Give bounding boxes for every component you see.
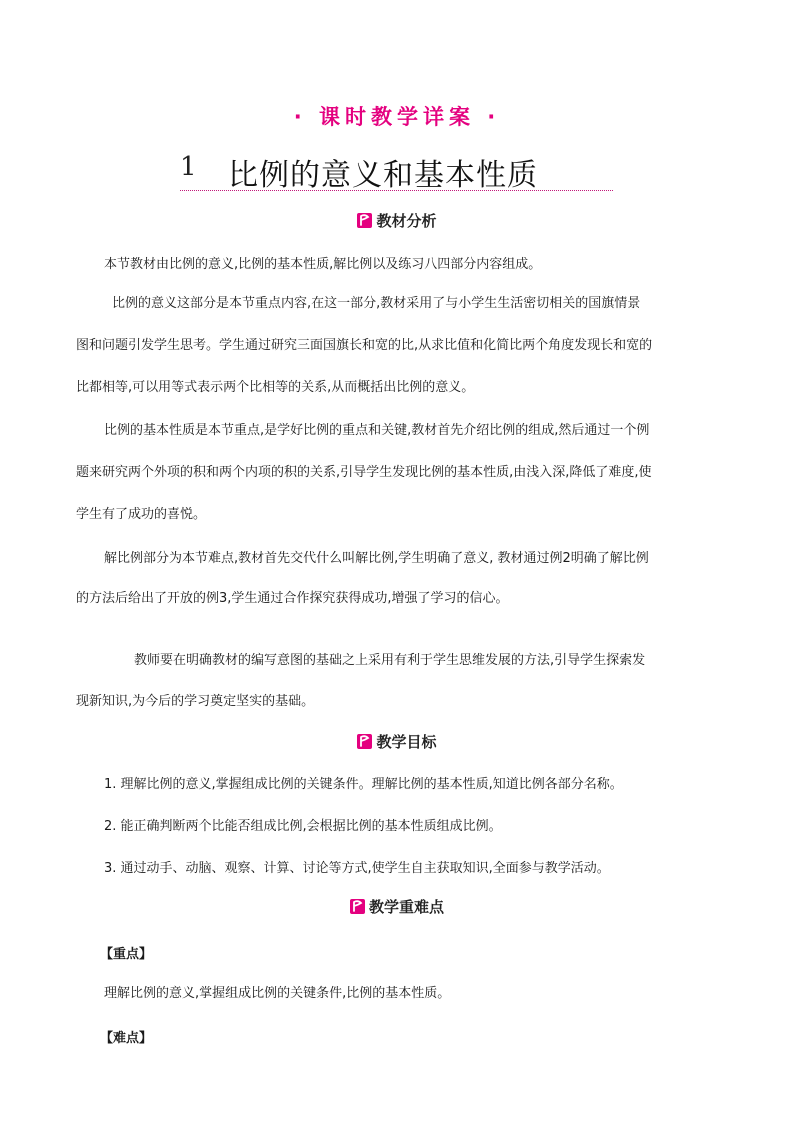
goal-item: 1. 理解比例的意义,掌握组成比例的关键条件。理解比例的基本性质,知道比例各部分名称。: [104, 777, 623, 792]
lesson-plan-label: · 课时教学详案 ·: [293, 105, 501, 129]
section-heading-text: 教材分析: [376, 212, 437, 230]
goal-item: 3. 通过动手、动脑、观察、计算、讨论等方式,使学生自主获取知识,全面参与教学活动。: [104, 861, 610, 876]
section-heading-text: 教学重难点: [368, 898, 444, 916]
difficulty-label: 【难点】: [100, 1031, 153, 1046]
lesson-title: [180, 150, 613, 191]
flag-icon: [350, 899, 365, 914]
section-heading-key-points: [0, 896, 794, 918]
paragraph: 本节教材由比例的意义,比例的基本性质,解比例以及练习八四部分内容组成。: [104, 257, 542, 272]
section-heading-text: 教学目标: [376, 733, 437, 751]
paragraph: 解比例部分为本节难点,教材首先交代什么叫解比例,学生明确了意义, 教材通过例2明确了解比例: [104, 551, 649, 566]
focus-text: 理解比例的意义,掌握组成比例的关键条件,比例的基本性质。: [104, 986, 451, 1001]
flag-icon: [357, 213, 372, 228]
paragraph: 题来研究两个外项的积和两个内项的积的关系,引导学生发现比例的基本性质,由浅入深,降低了难度,使: [76, 465, 652, 480]
section-heading-goals: [0, 731, 794, 753]
paragraph: 图和问题引发学生思考。学生通过研究三面国旗长和宽的比,从求比值和化简比两个角度发现长和宽的: [76, 338, 653, 353]
paragraph: 比例的基本性质是本节重点,是学好比例的重点和关键,教材首先介绍比例的组成,然后通过一个例: [104, 423, 650, 438]
paragraph: 的方法后给出了开放的例3,学生通过合作探究获得成功,增强了学习的信心。: [76, 591, 509, 606]
lesson-number: 1: [180, 152, 197, 182]
paragraph: 现新知识,为今后的学习奠定坚实的基础。: [76, 694, 315, 709]
lesson-title-text: 比例的意义和基本性质: [228, 158, 538, 193]
section-heading-analysis: [0, 210, 794, 232]
flag-icon: [357, 734, 372, 749]
focus-label: 【重点】: [100, 947, 153, 962]
paragraph: 比都相等,可以用等式表示两个比相等的关系,从而概括出比例的意义。: [76, 380, 475, 395]
paragraph: 比例的意义这部分是本节重点内容,在这一部分,教材采用了与小学生生活密切相关的国旗情景: [112, 296, 641, 311]
paragraph: 学生有了成功的喜悦。: [76, 507, 207, 522]
paragraph: 教师要在明确教材的编写意图的基础之上采用有利于学生思维发展的方法,引导学生探索发: [134, 653, 646, 668]
goal-item: 2. 能正确判断两个比能否组成比例,会根据比例的基本性质组成比例。: [104, 819, 502, 834]
